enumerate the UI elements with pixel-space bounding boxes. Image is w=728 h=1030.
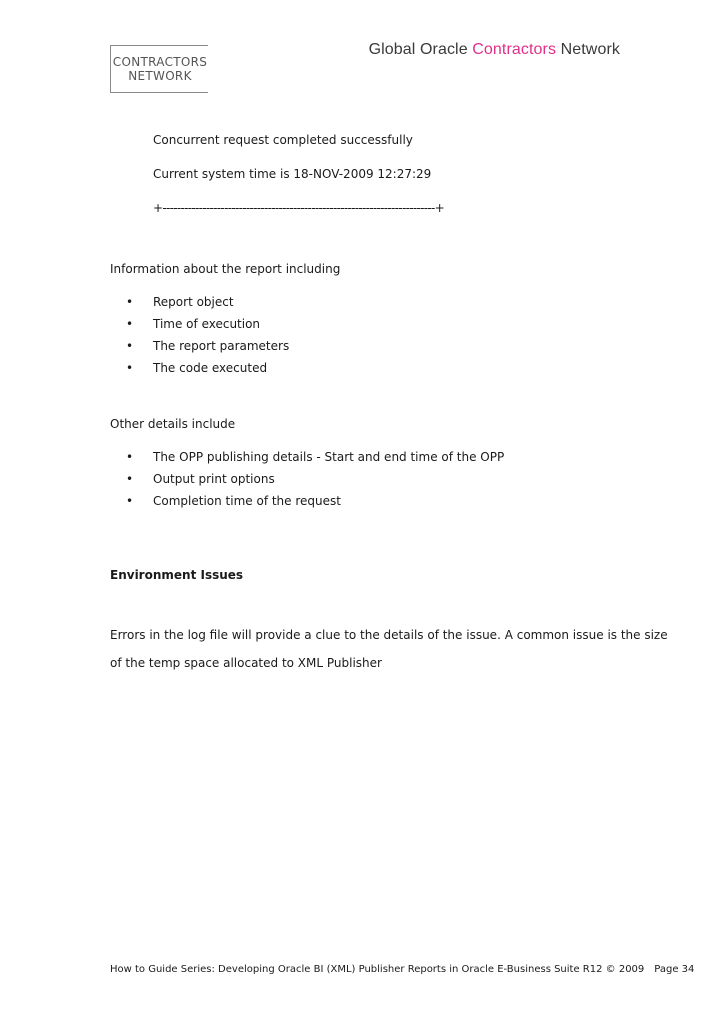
- list-item: The report parameters: [153, 339, 290, 353]
- logo-line-2: NETWORK: [128, 69, 192, 83]
- bullet-icon: •: [126, 361, 134, 375]
- logo-line-1: CONTRACTORS: [112, 55, 208, 69]
- brand-prefix: Global Oracle: [368, 41, 473, 58]
- bullet-icon: •: [126, 317, 134, 331]
- list-item: The code executed: [153, 361, 268, 375]
- brand-accent: Contractors: [472, 41, 557, 58]
- page-number: Page 34: [654, 964, 695, 975]
- brand-title: [369, 41, 620, 59]
- list-item: Output print options: [153, 472, 275, 486]
- list-item: Completion time of the request: [153, 494, 341, 508]
- paragraph-line-2: of the temp space allocated to XML Publisher: [110, 656, 382, 670]
- report-info-intro: Information about the report including: [110, 262, 341, 276]
- bullet-icon: •: [126, 450, 134, 464]
- paragraph-line-1: Errors in the log file will provide a clue to the details of the issue. A common issue is the size: [110, 628, 668, 642]
- log-separator-line: +---------------------------------------------------------------------------+: [153, 201, 444, 215]
- list-item: Report object: [153, 295, 234, 309]
- other-details-intro: Other details include: [110, 417, 236, 431]
- list-item: Time of execution: [153, 317, 261, 331]
- log-system-time-line: Current system time is 18-NOV-2009 12:27:29: [153, 167, 432, 181]
- log-completed-line: Concurrent request completed successfully: [153, 133, 413, 147]
- bullet-icon: •: [126, 494, 134, 508]
- list-item: The OPP publishing details - Start and end time of the OPP: [153, 450, 505, 464]
- brand-suffix: Network: [556, 41, 620, 58]
- bullet-icon: •: [126, 295, 134, 309]
- contractors-network-logo: [110, 45, 208, 93]
- footer-text: How to Guide Series: Developing Oracle BI (XML) Publisher Reports in Oracle E-Business Suite R12 © 2009: [110, 964, 645, 975]
- bullet-icon: •: [126, 339, 134, 353]
- section-heading: Environment Issues: [110, 568, 244, 582]
- bullet-icon: •: [126, 472, 134, 486]
- page-footer: [110, 964, 694, 976]
